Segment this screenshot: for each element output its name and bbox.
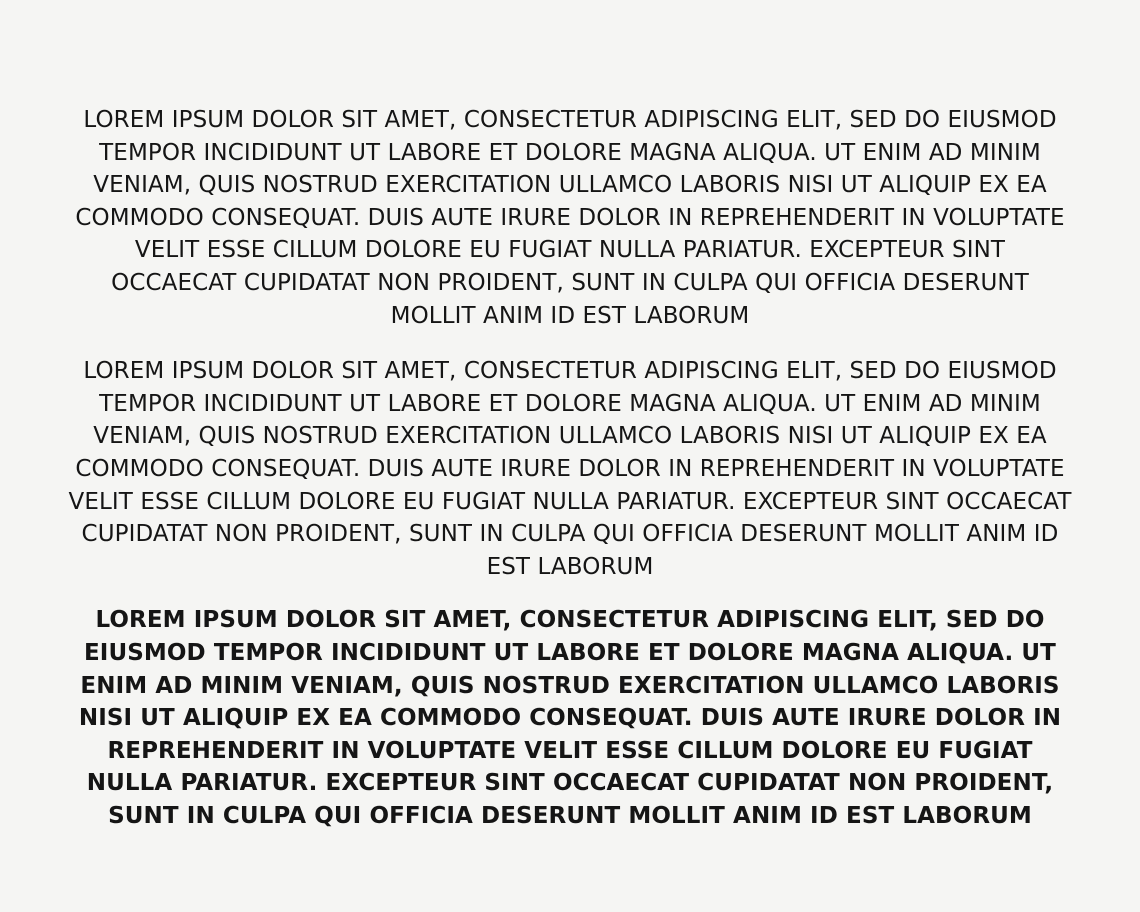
sample-paragraph-bold: LOREM IPSUM DOLOR SIT AMET, CONSECTETUR ADIPISCING ELIT, SED DO EIUSMOD TEMPOR INCIDIDUNT UT LABORE ET DOLORE MAGNA ALIQUA. UT ENIM AD MINIM VENIAM, QUIS NOSTRUD EXERCITATION ULLAMCO LABORIS NISI UT ALIQUIP EX EA COMMODO CONSEQUAT. DUIS AUTE IRURE DOLOR IN REPREHENDERIT IN VOLUPTATE VELIT ESSE CILLUM DOLORE EU FUGIAT NULLA PARIATUR. EXCEPTEUR SINT OCCAECAT CUPIDATAT NON PROIDENT, SUNT IN CULPA QUI OFFICIA DESERUNT MOLLIT ANIM ID EST LABORUM	[78, 607, 1062, 829]
sample-paragraph-alternate: LOREM IPSUM DOLOR SIT AMET, CONSECTETUR ADIPISCING ELIT, SED DO EIUSMOD TEMPOR INCIDIDUNT UT LABORE ET DOLORE MAGNA ALIQUA. UT ENIM AD MINIM VENIAM, QUIS NOSTRUD EXERCITATION ULLAMCO LABORIS NISI UT ALIQUIP EX EA COMMODO CONSEQUAT. DUIS AUTE IRURE DOLOR IN REPREHENDERIT IN VOLUPTATE VELIT ESSE CILLUM DOLORE EU FUGIAT NULLA PARIATUR. EXCEPTEUR SINT OCCAECAT CUPIDATAT NON PROIDENT, SUNT IN CULPA QUI OFFICIA DESERUNT MOLLIT ANIM ID EST LABORUM	[68, 358, 1072, 580]
sample-paragraph-regular: LOREM IPSUM DOLOR SIT AMET, CONSECTETUR ADIPISCING ELIT, SED DO EIUSMOD TEMPOR INCIDIDUNT UT LABORE ET DOLORE MAGNA ALIQUA. UT ENIM AD MINIM VENIAM, QUIS NOSTRUD EXERCITATION ULLAMCO LABORIS NISI UT ALIQUIP EX EA COMMODO CONSEQUAT. DUIS AUTE IRURE DOLOR IN REPREHENDERIT IN VOLUPTATE VELIT ESSE CILLUM DOLORE EU FUGIAT NULLA PARIATUR. EXCEPTEUR SINT OCCAECAT CUPIDATAT NON PROIDENT, SUNT IN CULPA QUI OFFICIA DESERUNT MOLLIT ANIM ID EST LABORUM	[75, 107, 1065, 329]
